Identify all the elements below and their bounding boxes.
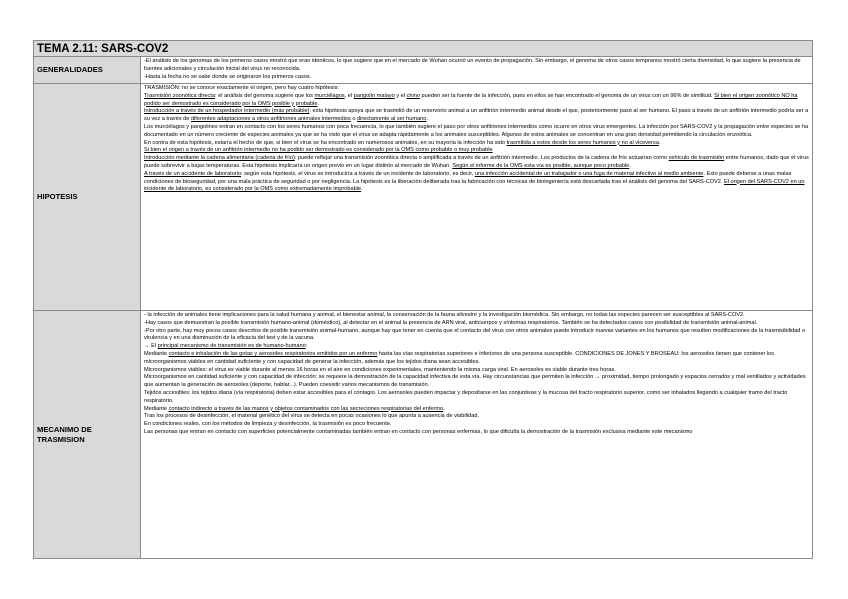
paragraph: -Hay casos que demuestran la posible transmisión humano-animal (doméstico), al detectar en el animal la presencia de ARN viral, anticuerpos y síntomas respiratorios. También se ha detectados casos con posibilidad de transmisión animal-animal. bbox=[144, 319, 758, 326]
paragraph: - la infección de animales tiene implicaciones para la salud humana y animal, el bienestar animal, la conservación de la fauna silvestre y la investigación biomédica. Sin embargo, no todas las especies parecen ser susceptibles al SARS-COV2. bbox=[144, 312, 745, 318]
list-item bbox=[144, 155, 809, 171]
text: murciélagos bbox=[314, 92, 345, 99]
text: , el bbox=[344, 92, 354, 99]
text: : el análisis del genoma sugiere que los bbox=[215, 92, 315, 99]
check-list-item: ✓ Tejidos accesibles: los tejidos diana (vía respiratoria) deben estar accesibles para el contagio. Los aerosoles pueden impactar y depositarse en las conjuntivas y la mucosa del tracto respiratorio superior, como ser inhalados llegando a cualquier tramo del tracto respiratorio. bbox=[144, 390, 809, 406]
text: diferentes adaptaciones a otros anfitriones animales intermedios bbox=[190, 116, 351, 123]
check-list-item: ✓ Las personas que entran en contacto con superficies potencialmente contaminadas también entran en contacto con personas enfermas, lo que dificulta la demostración de la trasmisión exclusiva mediante este mecanismo bbox=[144, 429, 809, 437]
section-mecanismo bbox=[34, 311, 812, 558]
hypothesis-title: Trasmisión zoonótica directa bbox=[144, 92, 215, 99]
list-item bbox=[144, 406, 809, 414]
document-table bbox=[33, 40, 813, 559]
text: Si bien el origen a través de un anfitrión intermedio no ha podido ser demostrado es considerado por la OMS como probable o muy probable bbox=[144, 147, 493, 154]
text: principal mecanismo de transmisión es de humano-humano bbox=[157, 343, 306, 350]
text: contacto e inhalación de las gotas y aerosoles respiratorios emitidos por un enfermo bbox=[168, 350, 378, 357]
hypothesis-title: Introducción a través de un hospedador intermedio (más probable) bbox=[144, 108, 310, 115]
paragraph: -El análisis de los genomas de los primeros casos mostró que eran idénticos, lo que sugiere que en el mercado de Wuhan ocurrió un evento de propagación. Sin embargo, el genoma de otros casos tempranos mostró cierta diversidad, lo que sugiere la presencia de fuentes adicionales y circulación inicial del virus no reconocida. bbox=[144, 58, 801, 72]
text: . bbox=[443, 405, 445, 412]
check-list-item: ✓ En condiciones reales, con los métodos de limpieza y desinfección, la trasmisión es poco frecuente. bbox=[144, 421, 809, 429]
text: contacto indirecto a través de las manos y objetos contaminados con las secreciones respiratorias del enfermo bbox=[168, 405, 444, 412]
text: Mediante bbox=[144, 350, 169, 357]
paragraph: -Por otro parte, hay muy pocos casos descritos de posible transmisión animal-humano, aunque hay que tener en cuenta que el contacto del virus con otros animales puede introducir nuevas variantes en los humanos que resulten modificaciones de la trasmisibilidad o virulencia y en una disminución de la eficacia del test y de la vacuna. bbox=[144, 327, 806, 342]
sub-list-item bbox=[144, 140, 809, 148]
text: . bbox=[629, 162, 631, 169]
text: . bbox=[426, 116, 428, 123]
hypothesis-title: A través de un accidente de laboratorio bbox=[144, 170, 242, 177]
text: En contra de esta hipótesis, estaría el hecho de que, si bien el virus se ha encontrado en numerosos animales, en su mayoría la infección ha sido bbox=[144, 139, 507, 146]
text: Mediante bbox=[144, 405, 169, 412]
check-list-item: ✓ Microorganismos viables: el virus es viable durante al menos 16 horas en el aire en condiciones experimentales, manteniendo la misma carga viral. En aerosoles es viable durante tres horas. bbox=[144, 367, 809, 375]
text: . bbox=[658, 139, 661, 146]
text: y el bbox=[394, 92, 407, 99]
section-content bbox=[141, 84, 812, 310]
text: una infección accidental de un trabajador o una fuga de material infectivo al medio ambiente bbox=[474, 170, 704, 177]
sub-list-item: □ Los murciélagos y pangolines entran en contacto con los seres humanos con poca frecuencia, lo que también sugiere el paso por otros anfitriones intermedios como ocurre en otros virus emergentes. La infección por SARS-COV2 y la propagación entre especies se ha documentado en un número creciente de especies animales ya que se ha visto que el virus se adapta rápidamente a los animales susceptibles. Algunos de estos animales se concentran en una gran densidad permitiendo la circulación enzoótica. bbox=[144, 124, 809, 140]
list-item bbox=[144, 351, 809, 367]
paragraph bbox=[144, 343, 809, 351]
check-list-item: ✓ Tras los procesos de desinfección, el material genético del virus se detecta en pocas ocasiones lo que apunta a ausencia de viabilidad. bbox=[144, 413, 809, 421]
list-item bbox=[144, 93, 809, 109]
section-label: HIPOTESIS bbox=[34, 84, 141, 310]
text: trasmitida a estos desde los seres humanos y no al viceversa bbox=[506, 139, 659, 146]
section-hipotesis bbox=[34, 84, 812, 311]
text: : bbox=[305, 343, 308, 350]
text: El origen del SARS-COV2 en un incidente de laboratorio, es considerado por la OMS como extremadamente improbable bbox=[144, 178, 805, 193]
list-item bbox=[144, 108, 809, 124]
sub-list-item bbox=[144, 147, 809, 155]
hypothesis-title: Introducción mediante la cadena alimentaria (cadena de frío) bbox=[144, 155, 295, 162]
text: pangolín malayo bbox=[353, 92, 395, 99]
section-label: GENERALIDADES bbox=[34, 57, 141, 83]
text: Si bien el origen zoonótico NO ha podido ser demostrado es considerado por la OMS posible y probable bbox=[144, 92, 798, 107]
text: . bbox=[361, 186, 363, 193]
section-content bbox=[141, 57, 812, 83]
text: . bbox=[317, 100, 320, 107]
text: : según esta hipótesis, el virus se introduciría a través de un incidente de laboratorio, es decir, bbox=[241, 170, 475, 177]
section-label: MECANIMO DE TRASMISION bbox=[34, 311, 141, 558]
text: chino bbox=[406, 92, 420, 99]
text: entre humanos, dado que el virus puede sobrevivir a bajas temperaturas. Esta hipótesis implicaría un origen previo en un lugar distinto al mercado de Wuhan. bbox=[144, 155, 809, 169]
text: directamente al ser humano bbox=[357, 116, 427, 123]
text: → El bbox=[144, 343, 158, 350]
list-item bbox=[144, 171, 809, 194]
text: : puede reflejar una transmisión zoonótica directa o amplificada a través de un anfitrión intermedio. Los productos de la cadena de frío actuarían como bbox=[294, 155, 669, 162]
text: : esta hipótesis apoya que se trasmitió de un reservorio animal a un anfitrión intermedio animal desde el que, posteriormente pasó al ser humano. El paso a través de un anfitrión intermedio podría ser a su vez a través de bbox=[144, 108, 809, 123]
paragraph: -Hasta la fecha no se sabe donde se originaron los primeros casos. bbox=[144, 73, 312, 80]
text: pueden ser la fuente de la infección, pues en ellos se han encontrado el genoma de un virus con un 96% de similitud. bbox=[419, 92, 715, 99]
section-content bbox=[141, 311, 812, 558]
page-title: TEMA 2.11: SARS-COV2 bbox=[34, 41, 812, 57]
text: Según el informe de la OMS esta vía es posible, aunque poco probable bbox=[452, 162, 630, 169]
text: o bbox=[350, 116, 358, 123]
text: hasta las vías respiratorias superiores e inferiores de una persona susceptible. CONDICIONES DE JONES Y BROSEAU: los aerosoles tienen que contener los microorganismos viables en cantidad suficiente y con capacidad de generar la infección, además que los tejidos diana sean accesibles. bbox=[144, 350, 775, 365]
section-generalidades bbox=[34, 57, 812, 84]
text: . Esto puede deberse a unas malas condiciones de bioseguridad, por una mala práctica de seguridad o por negligencia. La hipótesis es la liberación deliberada tras la fabricación con técnicas de bioingeniería está descartada tras el análisis del genoma del SARS-COV2. bbox=[144, 170, 792, 185]
paragraph: TRASMISIÓN: no se conoce exactamente el origen, pero hay cuatro hipótesis: bbox=[144, 85, 339, 91]
text: vehículo de trasmisión bbox=[668, 155, 725, 162]
check-list-item: ✓ Microorganismos en cantidad suficiente y con capacidad de infección: se requiere la demostración de la capacidad infectiva de esta vía. Hay circunstancias que permiten la infección → proximidad, tiempo prolongado y espacios cerrados y mal ventilados y actividades que aumentan la generación de aerosoles (deporte, hablar...). Pueden coexistir varios mecanismos de transmisión. bbox=[144, 374, 809, 390]
